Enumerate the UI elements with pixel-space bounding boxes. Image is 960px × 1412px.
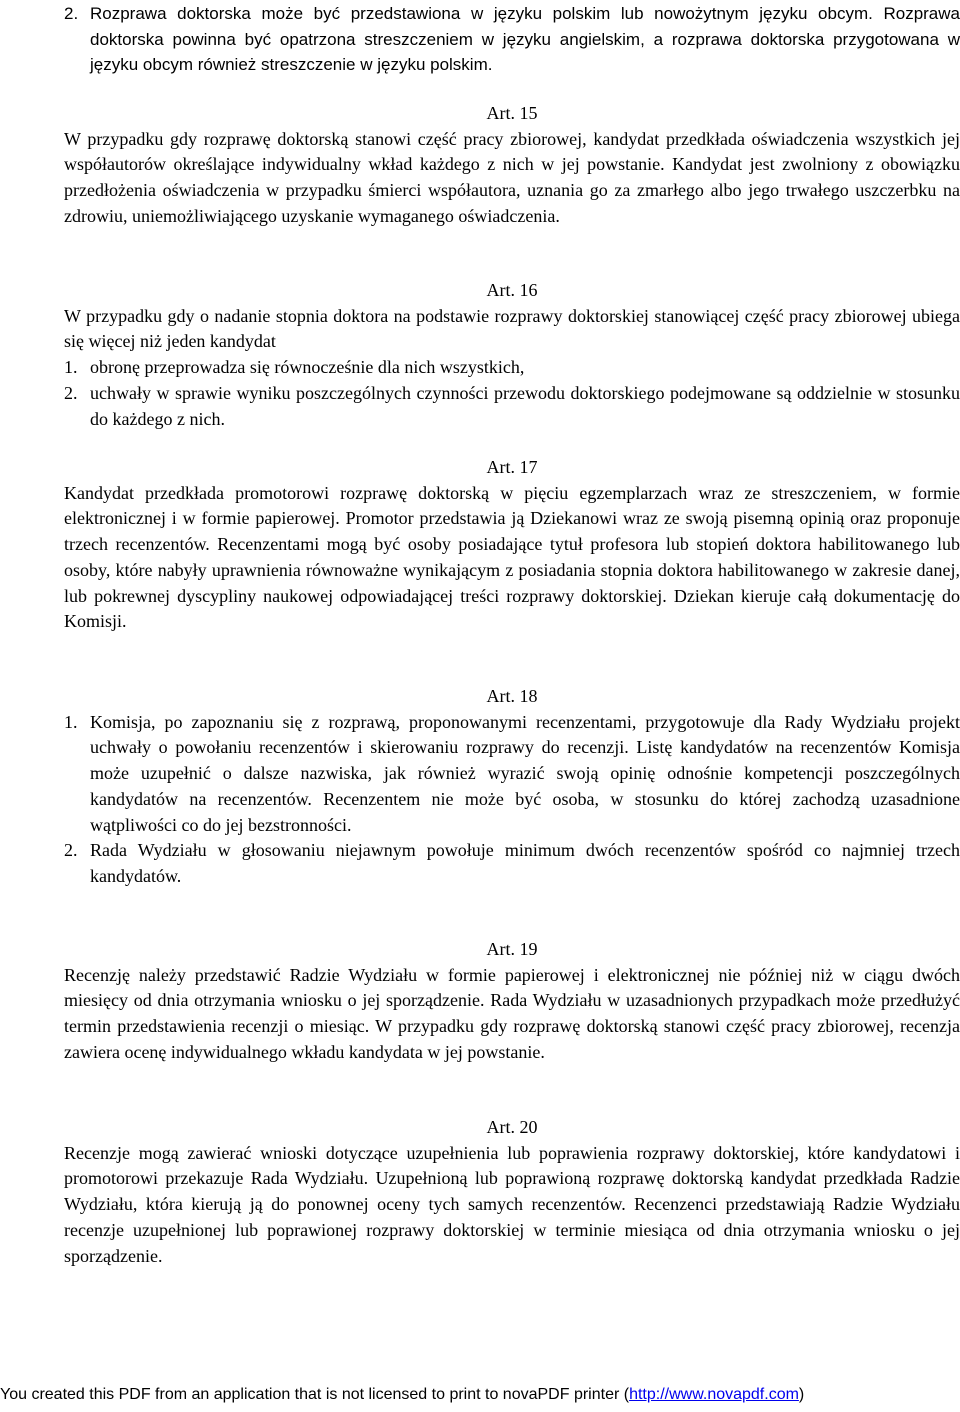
article-19	[64, 937, 960, 1066]
list-item	[64, 710, 960, 839]
article-paragraph: Kandydat przedkłada promotorowi rozprawę doktorską w pięciu egzemplarzach wraz ze streszczeniem, w formie elektronicznej i w formie papierowej. Promotor przedstawia ją Dziekanowi wraz ze swoją pisemną opinią oraz proponuje trzech recenzentów. Recenzentami mogą być osoby posiadające tytuł profesora lub stopień doktora habilitowanego lub osoby, które nabyły uprawnienia równoważne wynikającym z posiadania stopnia doktora habilitowanego w zakresie danej, lub pokrewnej dyscypliny naukowej odpowiadającej treści rozprawy doktorskiej. Dziekan kieruje całą dokumentację do Komisji.	[64, 482, 960, 632]
footer-link[interactable]: http://www.novapdf.com	[629, 1386, 799, 1403]
article-18	[64, 684, 960, 890]
item-text: Rozprawa doktorska może być przedstawiona w języku polskim lub nowożytnym języku obcym. Rozprawa doktorska powinna być opatrzona streszczeniem w języku angielskim, a rozprawa doktorska przygotowana w języku obcym również streszczenie w języku polskim.	[90, 4, 960, 75]
article-paragraph: Recenzje mogą zawierać wnioski dotyczące uzupełnienia lub poprawienia rozprawy doktorskiej, które kandydatowi i promotorowi przekazuje Rada Wydziału. Uzupełnioną lub poprawioną rozprawę doktorską kandydat przedkłada Radzie Wydziału, która kierują ją do ponownej oceny tych samych recenzentów. Recenzenci przedstawiają Radzie Wydziału recenzje uzupełnionej lub poprawionej rozprawy doktorskiej w terminie miesiąca od dnia otrzymania wniosku o jej sporządzenie.	[64, 1142, 960, 1266]
article-paragraph: W przypadku gdy rozprawę doktorską stanowi część pracy zbiorowej, kandydat przedkłada oświadczenia wszystkich jej współautorów określające indywidualny wkład każdego z nich w jej powstanie. Kandydat jest zwolniony z obowiązku przedłożenia oświadczenia w przypadku śmierci współautora, uznania go za zmarłego albo jego trwałego uszczerbku na zdrowiu, uniemożliwiającego uzyskanie wymaganego oświadczenia.	[64, 128, 960, 226]
footer-close: )	[798, 1386, 805, 1403]
article-15	[64, 101, 960, 230]
item-number: 2.	[64, 4, 79, 23]
intro-item	[64, 1, 960, 78]
footer-text: You created this PDF from an application that is not licensed to print to novaPDF printer (	[0, 1386, 630, 1403]
list-item	[64, 1, 960, 78]
article-20	[64, 1115, 960, 1269]
article-heading: Art. 17	[486, 457, 538, 477]
license-footer	[0, 1384, 960, 1406]
list-item	[64, 381, 960, 432]
list-item	[64, 355, 960, 381]
article-heading: Art. 20	[486, 1117, 538, 1137]
item-number: 1.	[64, 711, 78, 732]
article-17	[64, 455, 960, 635]
article-heading: Art. 19	[486, 939, 538, 959]
article-paragraph: W przypadku gdy o nadanie stopnia doktora na podstawie rozprawy doktorskiej stanowiącej część pracy zbiorowej ubiega się więcej niż jeden kandydat	[64, 305, 960, 352]
article-heading: Art. 18	[486, 686, 538, 706]
article-paragraph: Recenzję należy przedstawić Radzie Wydziału w formie papierowej i elektronicznej nie później niż w ciągu dwóch miesięcy od dnia otrzymania wniosku o jej sporządzenie. Rada Wydziału w uzasadnionych przypadkach może przedłużyć termin przedstawienia recenzji o miesiąc. W przypadku gdy rozprawę doktorską stanowi część pracy zbiorowej, recenzja zawiera ocenę indywidualnego wkładu kandydata w jej powstanie.	[64, 964, 960, 1062]
item-text: obronę przeprowadza się równocześnie dla nich wszystkich,	[90, 357, 525, 378]
item-number: 1.	[64, 357, 78, 378]
item-text: Rada Wydziału w głosowaniu niejawnym powołuje minimum dwóch recenzentów spośród co najmniej trzech kandydatów.	[90, 840, 960, 886]
article-16	[64, 278, 960, 432]
article-heading: Art. 16	[486, 280, 538, 300]
item-number: 2.	[64, 382, 78, 403]
list-item	[64, 838, 960, 889]
article-heading: Art. 15	[486, 103, 538, 123]
item-text: Komisja, po zapoznaniu się z rozprawą, proponowanymi recenzentami, przygotowuje dla Rady Wydziału projekt uchwały o powołaniu recenzentów i skierowaniu rozprawy do recenzji. Listę kandydatów na recenzentów Komisja może uzupełnić o dalsze nazwiska, jak również wyrazić swoją opinię odnośnie kompetencji poszczególnych kandydatów na recenzentów. Recenzentem nie może być osoba, w stosunku do której zachodzą uzasadnione wątpliwości co do jej bezstronności.	[90, 711, 960, 835]
item-text: uchwały w sprawie wyniku poszczególnych czynności przewodu doktorskiego podejmowane są oddzielnie w stosunku do każdego z nich.	[90, 382, 960, 429]
item-number: 2.	[64, 840, 78, 861]
